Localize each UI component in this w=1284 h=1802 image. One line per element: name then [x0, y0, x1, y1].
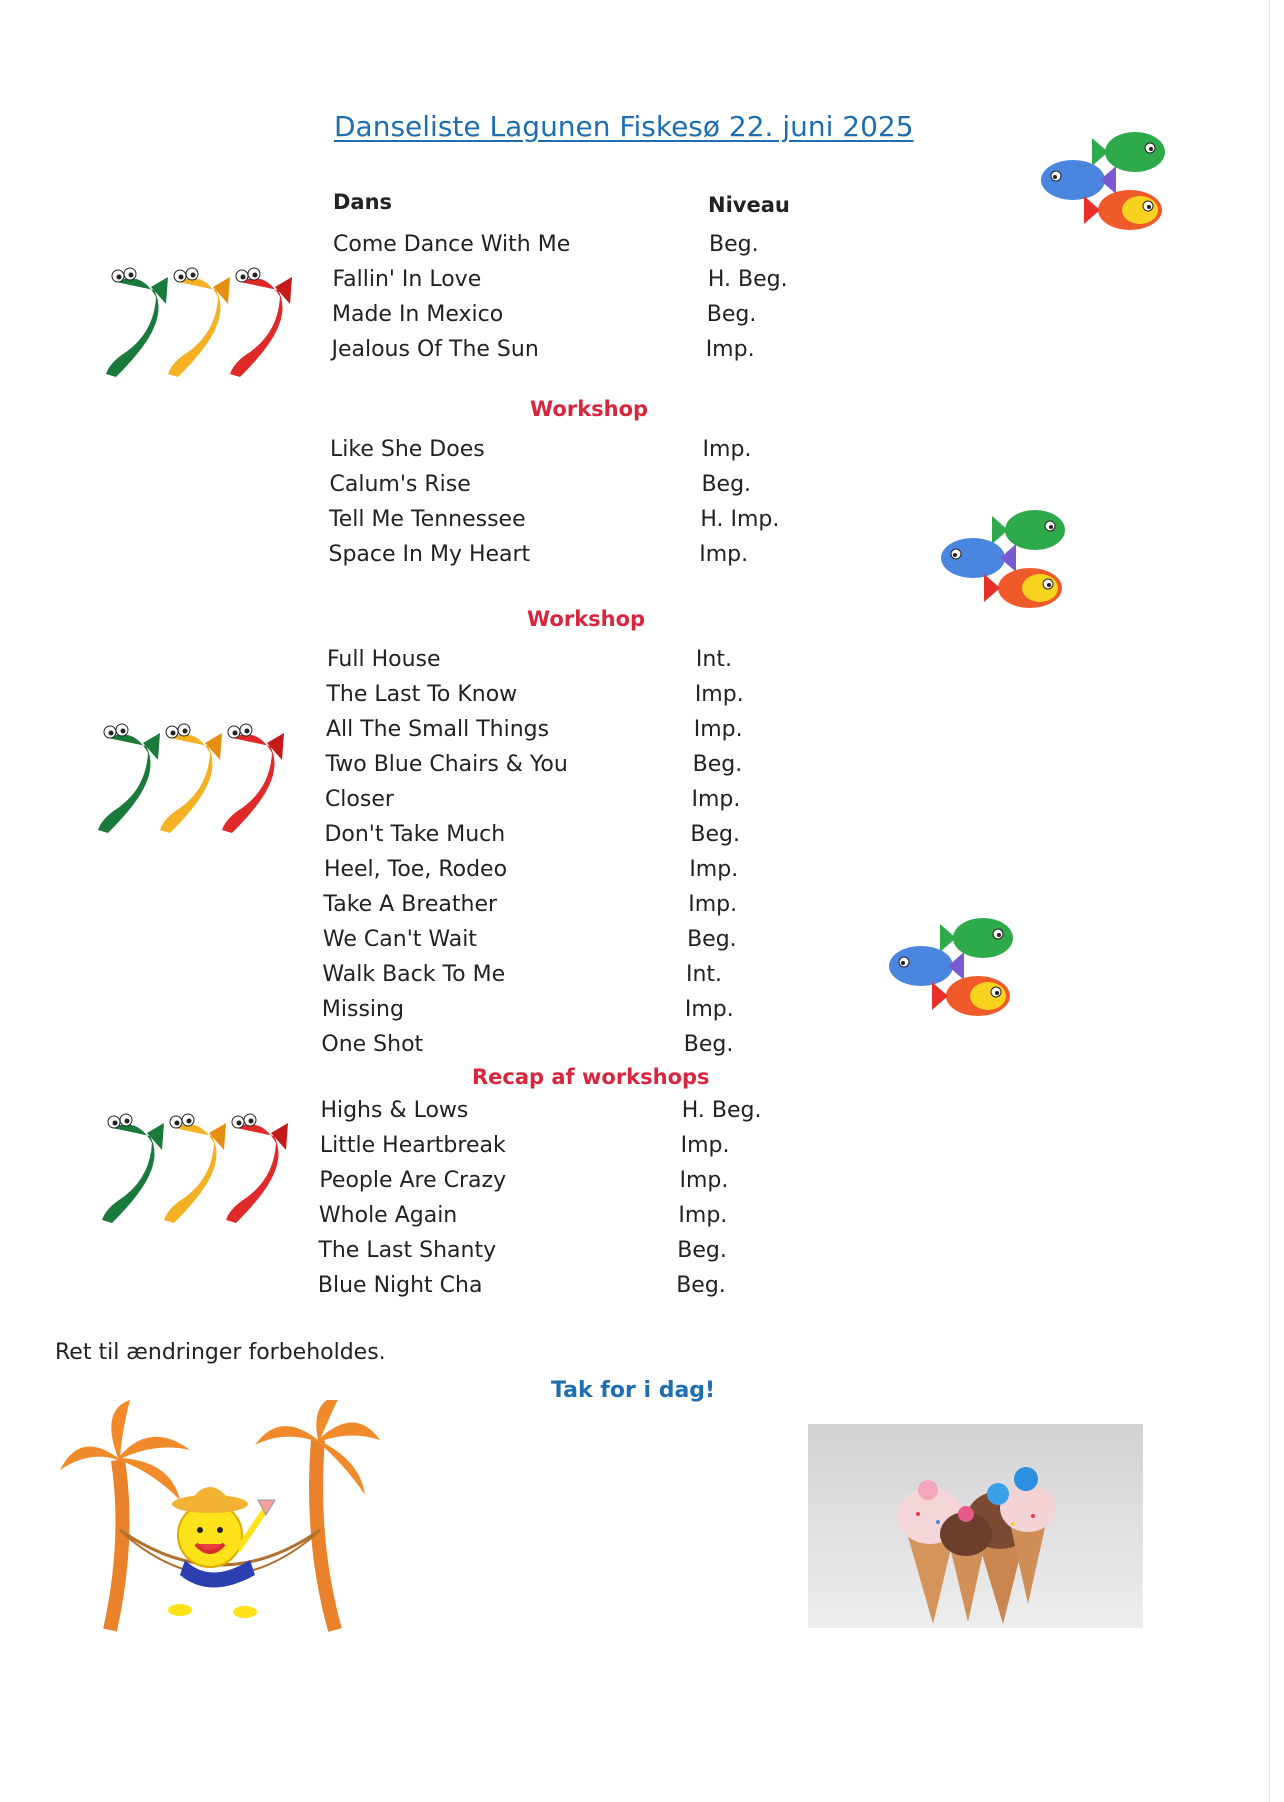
dance-name: Little Heartbreak — [319, 1133, 506, 1158]
dance-name: The Last Shanty — [318, 1238, 497, 1263]
dance-name: Two Blue Chairs & You — [325, 752, 568, 777]
dance-row — [0, 1238, 1284, 1273]
standing-fish-icon — [96, 262, 296, 382]
dance-name: Tell Me Tennessee — [329, 507, 526, 532]
dance-level: Imp. — [693, 717, 743, 742]
standing-fish-icon — [92, 1108, 292, 1228]
section-heading: Workshop — [527, 607, 646, 631]
dance-name: Don't Take Much — [324, 822, 506, 847]
red-fish-icon — [222, 724, 284, 833]
dance-row — [0, 962, 1284, 997]
dance-name: The Last To Know — [326, 682, 518, 707]
dance-name: Like She Does — [330, 437, 485, 462]
swimming-fish-icon — [1030, 122, 1180, 242]
page-title: Danseliste Lagunen Fiskesø 22. juni 2025 — [334, 110, 914, 143]
dance-level: Int. — [686, 962, 723, 987]
section-heading: Workshop — [530, 397, 649, 421]
ice-cream-photo — [808, 1424, 1143, 1628]
dance-row — [0, 892, 1284, 927]
green-fish-icon — [106, 268, 168, 377]
dance-level: Imp. — [689, 857, 739, 882]
dance-row — [0, 647, 1284, 682]
dance-level: Imp. — [699, 542, 749, 567]
dance-level: Imp. — [684, 997, 734, 1022]
dance-level: Imp. — [678, 1203, 728, 1228]
yellow-fish-icon — [160, 724, 222, 833]
dance-level: Imp. — [679, 1168, 729, 1193]
dance-level: Imp. — [694, 682, 744, 707]
dance-name: Heel, Toe, Rodeo — [323, 857, 508, 882]
dance-level: H. Beg. — [681, 1098, 762, 1123]
dance-level: Beg. — [676, 1273, 726, 1298]
dance-level: Int. — [695, 647, 732, 672]
green-swimming-fish-icon — [940, 918, 1013, 958]
dance-level: Beg. — [690, 822, 740, 847]
dance-name: Full House — [326, 647, 441, 672]
dance-level: Imp. — [680, 1133, 730, 1158]
dance-row — [0, 857, 1284, 892]
dance-level: Beg. — [692, 752, 743, 777]
dance-name: Closer — [324, 787, 394, 812]
dance-level: Imp. — [691, 787, 741, 812]
dance-row — [0, 437, 1284, 472]
green-swimming-fish-icon — [1092, 132, 1165, 172]
dance-name: Take A Breather — [323, 892, 498, 917]
dance-name: Jealous Of The Sun — [331, 337, 539, 362]
dance-level: H. Beg. — [707, 267, 788, 292]
dance-name: Blue Night Cha — [317, 1273, 483, 1298]
dance-level: Imp. — [702, 437, 752, 462]
green-fish-icon — [102, 1114, 164, 1223]
dance-level: H. Imp. — [700, 507, 780, 532]
dance-name: One Shot — [321, 1032, 424, 1057]
dance-name: Whole Again — [318, 1203, 458, 1228]
dance-name: Walk Back To Me — [322, 962, 506, 987]
blue-swimming-fish-icon — [889, 946, 964, 986]
column-header-dance: Dans — [333, 190, 393, 214]
dance-level: Beg. — [687, 927, 737, 952]
dance-name: We Can't Wait — [322, 927, 477, 952]
dance-level: Beg. — [709, 232, 759, 257]
yellow-fish-icon — [164, 1114, 226, 1223]
swimming-fish-icon — [878, 908, 1028, 1028]
red-fish-icon — [230, 268, 292, 377]
blue-swimming-fish-icon — [1041, 160, 1116, 200]
dance-row — [0, 927, 1284, 962]
section-heading: Recap af workshops — [472, 1065, 710, 1089]
dance-level: Beg. — [701, 472, 752, 497]
dance-row — [0, 997, 1284, 1032]
dance-name: Come Dance With Me — [333, 232, 571, 257]
thanks-message: Tak for i dag! — [551, 1378, 716, 1403]
dance-name: Made In Mexico — [331, 302, 504, 327]
swimming-fish-icon — [930, 500, 1080, 620]
column-header-level: Niveau — [708, 193, 790, 217]
dance-level: Beg. — [677, 1238, 727, 1263]
dance-name: Space In My Heart — [328, 542, 531, 567]
dance-level: Imp. — [688, 892, 738, 917]
dance-name: All The Small Things — [325, 717, 550, 742]
red-swimming-fish-icon — [1084, 190, 1162, 230]
dance-name: Highs & Lows — [320, 1098, 469, 1123]
dance-name: Missing — [321, 997, 404, 1022]
dance-row — [0, 682, 1284, 717]
green-fish-icon — [98, 724, 160, 833]
dance-level: Imp. — [705, 337, 755, 362]
yellow-fish-icon — [168, 268, 230, 377]
dance-level: Beg. — [706, 302, 757, 327]
dance-name: People Are Crazy — [319, 1168, 507, 1193]
dance-row — [0, 1273, 1284, 1308]
sun-hammock-illustration — [60, 1400, 380, 1640]
dance-name: Fallin' In Love — [332, 267, 482, 292]
dance-row — [0, 507, 1284, 542]
red-swimming-fish-icon — [932, 976, 1010, 1016]
dance-row — [0, 472, 1284, 507]
dance-row — [0, 1032, 1284, 1067]
red-fish-icon — [226, 1114, 288, 1223]
dance-level: Beg. — [683, 1032, 734, 1057]
green-swimming-fish-icon — [992, 510, 1065, 550]
dance-row — [0, 542, 1284, 577]
standing-fish-icon — [88, 718, 288, 838]
disclaimer-note: Ret til ændringer forbeholdes. — [55, 1340, 386, 1365]
dance-name: Calum's Rise — [329, 472, 471, 497]
blue-swimming-fish-icon — [941, 538, 1016, 578]
red-swimming-fish-icon — [984, 568, 1062, 608]
